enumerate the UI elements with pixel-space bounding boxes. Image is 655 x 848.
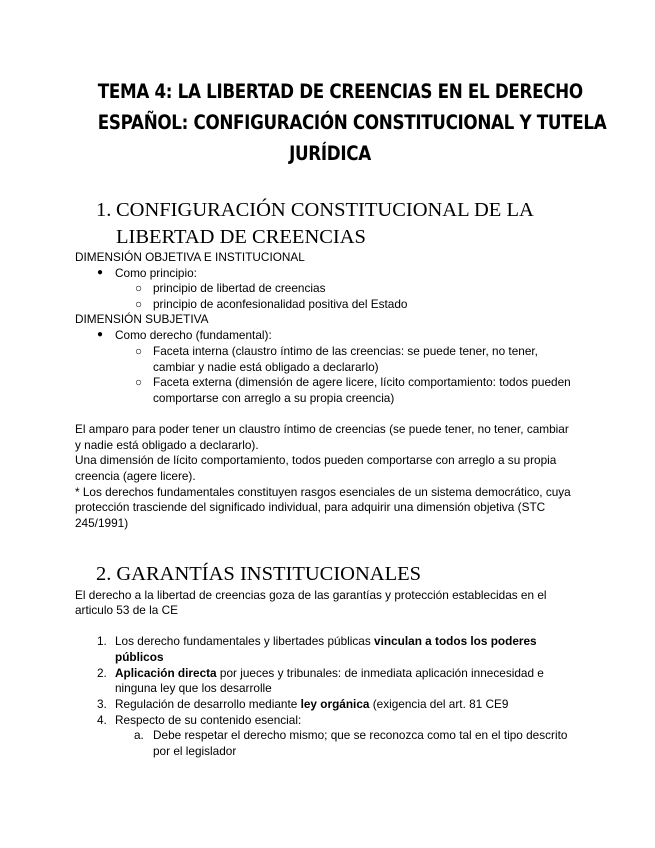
document-title <box>97 76 607 169</box>
paragraph-1-line-2: y nadie está obligado a declararlo). <box>75 438 259 452</box>
list-marker: 4. <box>97 713 107 727</box>
objective-subitem-1: principio de libertad de creencias <box>153 281 326 295</box>
subjective-subitem-2-line-2: comportarse con arreglo a su propia creencia) <box>153 391 395 405</box>
list-item-4a-line-2: por el legislador <box>153 744 237 758</box>
paragraph-2-line-1: Una dimensión de lícito comportamiento, todos pueden comportarse con arreglo a su propia <box>75 453 557 467</box>
subjective-bullet: Como derecho (fundamental): <box>115 328 272 342</box>
list-item-1-line-2: públicos <box>115 650 164 664</box>
list-marker: 1. <box>97 634 107 648</box>
list-item-4a-line-1: Debe respetar el derecho mismo; que se reconozca como tal en el tipo descrito <box>153 728 568 742</box>
objective-subitem-2: principio de aconfesionalidad positiva del Estado <box>153 297 408 311</box>
section-2-intro-line-1: El derecho a la libertad de creencias goza de las garantías y protección establecidas en el <box>75 588 547 602</box>
section-2-heading-text: GARANTÍAS INSTITUCIONALES <box>116 563 422 585</box>
objective-bullet: Como principio: <box>115 266 197 280</box>
paragraph-1-line-1: El amparo para poder tener un claustro íntimo de creencias (se puede tener, no tener, cambiar <box>75 422 569 436</box>
section-2-heading <box>96 561 556 588</box>
section-1-number: 1. <box>96 199 112 221</box>
title-line-2: ESPAÑOL: CONFIGURACIÓN CONSTITUCIONAL Y TUTELA <box>97 111 607 134</box>
paragraph-2-line-2: creencia (agere licere). <box>75 469 196 483</box>
bullet-icon: ● <box>97 267 104 278</box>
title-line-3: JURÍDICA <box>289 142 371 165</box>
subjective-subitem-2-line-1: Faceta externa (dimensión de agere licere, lícito comportamiento: todos pueden <box>153 375 571 389</box>
section-2-intro-line-2: articulo 53 de la CE <box>75 603 178 617</box>
paragraph-3-line-1: * Los derechos fundamentales constituyen rasgos esenciales de un sistema democrático, cuya <box>75 485 571 499</box>
list-item-1-line-1: Los derecho fundamentales y libertades públicas vinculan a todos los poderes <box>115 634 537 648</box>
list-item-4: Respecto de su contenido esencial: <box>115 713 302 727</box>
list-marker: 2. <box>97 666 107 680</box>
bullet-icon: ● <box>97 329 104 340</box>
sub-bullet-icon: ○ <box>135 375 143 389</box>
list-item-2-line-2: ninguna ley que los desarrolle <box>115 681 272 695</box>
objective-dimension-label: DIMENSIÓN OBJETIVA E INSTITUCIONAL <box>75 250 305 264</box>
paragraph-3-line-3: 245/1991) <box>75 516 129 530</box>
subjective-subitem-1-line-2: cambiar y nadie está obligado a declararlo) <box>153 360 379 374</box>
section-1-heading-line-1: CONFIGURACIÓN CONSTITUCIONAL DE LA <box>116 199 534 221</box>
title-line-1: TEMA 4: LA LIBERTAD DE CREENCIAS EN EL DERECHO <box>97 80 583 103</box>
sub-bullet-icon: ○ <box>135 297 143 311</box>
list-item-2-line-1: Aplicación directa por jueces y tribunales: de inmediata aplicación innecesidad e <box>115 666 544 680</box>
sub-list-marker: a. <box>134 728 144 742</box>
sub-bullet-icon: ○ <box>135 344 143 358</box>
section-2-number: 2. <box>96 563 112 585</box>
subjective-dimension-label: DIMENSIÓN SUBJETIVA <box>75 312 209 326</box>
paragraph-3-line-2: protección trasciende del significado individual, para adquirir una dimensión objetiva (STC <box>75 500 546 514</box>
list-marker: 3. <box>97 697 107 711</box>
sub-bullet-icon: ○ <box>135 281 143 295</box>
section-1-heading-line-2: LIBERTAD DE CREENCIAS <box>116 226 366 248</box>
list-item-3: Regulación de desarrollo mediante ley orgánica (exigencia del art. 81 CE9 <box>115 697 509 711</box>
subjective-subitem-1-line-1: Faceta interna (claustro íntimo de las creencias: se puede tener, no tener, <box>153 344 538 358</box>
